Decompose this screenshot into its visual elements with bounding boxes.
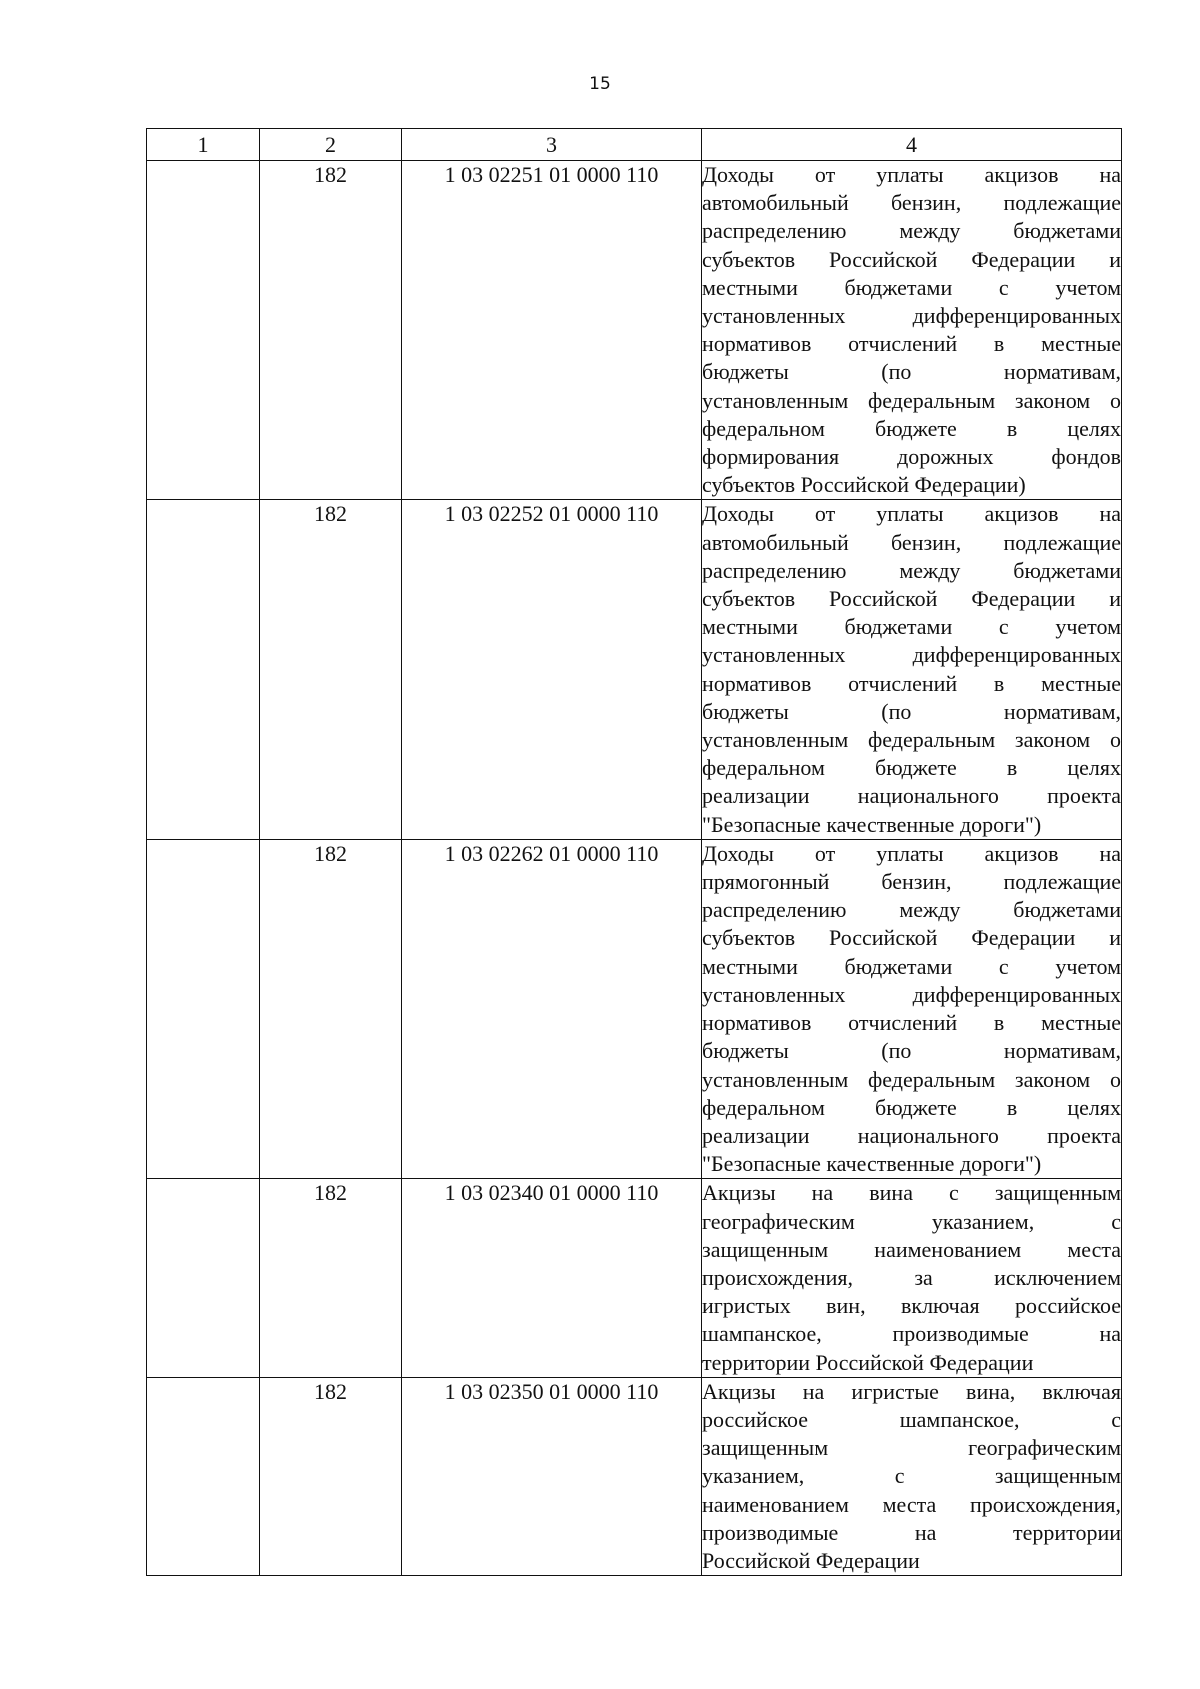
- description-line: производимые на территории: [702, 1519, 1121, 1545]
- page-number: 15: [589, 74, 611, 94]
- description-line: защищенным географическим: [702, 1435, 1121, 1461]
- income-description-cell: [702, 161, 1122, 500]
- description-line: защищенным наименованием места: [702, 1236, 1121, 1262]
- budget-classification-code-cell: 1 03 02251 01 0000 110: [402, 161, 702, 500]
- column-header-3: 3: [402, 129, 702, 161]
- table-row: [147, 500, 1122, 839]
- income-description-cell: [702, 500, 1122, 839]
- cell-col1: [147, 1179, 260, 1377]
- description-line: территории Российской Федерации: [702, 1349, 1034, 1375]
- table-row: [147, 161, 1122, 500]
- table-header-row: [147, 129, 1122, 161]
- description-line: нормативов отчислений в местные: [702, 331, 1121, 357]
- description-line: нормативов отчислений в местные: [702, 1010, 1121, 1036]
- income-description-cell: [702, 1179, 1122, 1377]
- description-line: реализации национального проекта: [702, 1122, 1121, 1148]
- description-line: установленным федеральным законом о: [702, 1066, 1121, 1092]
- description-line: "Безопасные качественные дороги"): [702, 1151, 1042, 1177]
- description-line: игристых вин, включая российское: [702, 1293, 1121, 1319]
- description-line: субъектов Российской Федерации и: [702, 586, 1121, 612]
- description-line: географическим указанием, с: [702, 1208, 1121, 1234]
- description-line: местными бюджетами с учетом: [702, 614, 1121, 640]
- table-body: [147, 161, 1122, 1576]
- cell-col1: [147, 161, 260, 500]
- budget-classification-code-cell: 1 03 02252 01 0000 110: [402, 500, 702, 839]
- description-line: бюджеты (по нормативам,: [702, 1038, 1121, 1064]
- description-line: российское шампанское, с: [702, 1406, 1121, 1432]
- description-line: установленных дифференцированных: [702, 303, 1121, 329]
- column-header-2: 2: [260, 129, 402, 161]
- table-row: [147, 839, 1122, 1178]
- description-line: Доходы от уплаты акцизов на: [702, 840, 1121, 866]
- description-line: автомобильный бензин, подлежащие: [702, 190, 1121, 216]
- admin-code-cell: 182: [260, 1179, 402, 1377]
- admin-code-cell: 182: [260, 1377, 402, 1575]
- table-row: [147, 1179, 1122, 1377]
- revenue-codes-table: [146, 128, 1122, 1576]
- description-line: установленных дифференцированных: [702, 981, 1121, 1007]
- description-line: Доходы от уплаты акцизов на: [702, 501, 1121, 527]
- description-line: субъектов Российской Федерации и: [702, 246, 1121, 272]
- description-line: распределению между бюджетами: [702, 897, 1121, 923]
- description-line: Акцизы на вина с защищенным: [702, 1180, 1121, 1206]
- description-line: субъектов Российской Федерации): [702, 472, 1026, 498]
- description-line: реализации национального проекта: [702, 783, 1121, 809]
- column-header-1: 1: [147, 129, 260, 161]
- description-line: федеральном бюджете в целях: [702, 1094, 1121, 1120]
- description-line: прямогонный бензин, подлежащие: [702, 869, 1121, 895]
- description-line: распределению между бюджетами: [702, 557, 1121, 583]
- cell-col1: [147, 839, 260, 1178]
- description-line: наименованием места происхождения,: [702, 1491, 1121, 1517]
- budget-classification-code-cell: 1 03 02262 01 0000 110: [402, 839, 702, 1178]
- description-line: местными бюджетами с учетом: [702, 953, 1121, 979]
- description-line: бюджеты (по нормативам,: [702, 359, 1121, 385]
- budget-classification-code-cell: 1 03 02350 01 0000 110: [402, 1377, 702, 1575]
- description-line: указанием, с защищенным: [702, 1463, 1121, 1489]
- description-line: бюджеты (по нормативам,: [702, 698, 1121, 724]
- description-line: местными бюджетами с учетом: [702, 274, 1121, 300]
- admin-code-cell: 182: [260, 500, 402, 839]
- description-line: шампанское, производимые на: [702, 1321, 1121, 1347]
- income-description-cell: [702, 1377, 1122, 1575]
- admin-code-cell: 182: [260, 161, 402, 500]
- column-header-4: 4: [702, 129, 1122, 161]
- admin-code-cell: 182: [260, 839, 402, 1178]
- description-line: установленным федеральным законом о: [702, 727, 1121, 753]
- cell-col1: [147, 500, 260, 839]
- description-line: федеральном бюджете в целях: [702, 415, 1121, 441]
- description-line: установленным федеральным законом о: [702, 387, 1121, 413]
- description-line: федеральном бюджете в целях: [702, 755, 1121, 781]
- cell-col1: [147, 1377, 260, 1575]
- budget-classification-code-cell: 1 03 02340 01 0000 110: [402, 1179, 702, 1377]
- description-line: Акцизы на игристые вина, включая: [702, 1378, 1121, 1404]
- description-line: формирования дорожных фондов: [702, 444, 1121, 470]
- income-description-cell: [702, 839, 1122, 1178]
- table-row: [147, 1377, 1122, 1575]
- description-line: Доходы от уплаты акцизов на: [702, 162, 1121, 187]
- description-line: "Безопасные качественные дороги"): [702, 811, 1042, 837]
- description-line: субъектов Российской Федерации и: [702, 925, 1121, 951]
- description-line: нормативов отчислений в местные: [702, 670, 1121, 696]
- description-line: установленных дифференцированных: [702, 642, 1121, 668]
- description-line: Российской Федерации: [702, 1547, 920, 1573]
- description-line: происхождения, за исключением: [702, 1264, 1121, 1290]
- description-line: автомобильный бензин, подлежащие: [702, 529, 1121, 555]
- description-line: распределению между бюджетами: [702, 218, 1121, 244]
